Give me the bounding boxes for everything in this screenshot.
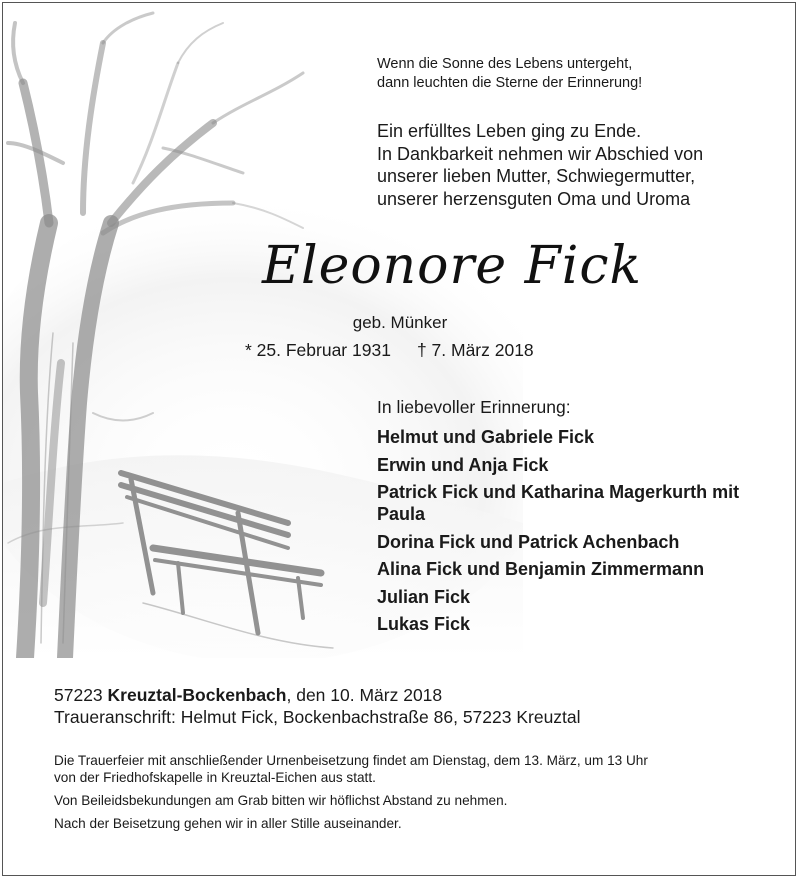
intro-text [377,120,703,210]
town: Kreuztal-Bockenbach [107,685,287,705]
service-line-2: von der Friedhofskapelle in Kreuztal-Eichen aus statt. [54,770,376,785]
deceased-name: Eleonore Fick [262,236,642,296]
intro-line-1: Ein erfülltes Leben ging zu Ende. [377,121,642,141]
mourner-name: Patrick Fick und Katharina Magerkurth mit Paula [377,482,740,524]
intro-line-2: In Dankbarkeit nehmen wir Abschied von [377,143,704,164]
mourners-list [377,426,767,641]
birth-date: * 25. Februar 1931 [245,340,391,360]
postcode: 57223 [54,685,103,705]
mourner-name: Erwin und Anja Fick [377,454,549,475]
mourner-name: Julian Fick [377,586,471,607]
mourner-name: Helmut und Gabriele Fick [377,427,595,447]
intro-line-4: unserer herzensguten Oma und Uroma [377,188,691,209]
motto-line-2: dann leuchten die Sterne der Erinnerung! [377,75,643,91]
burial-note: Nach der Beisetzung gehen wir in aller Stille auseinander. [54,816,402,831]
place-and-date [54,684,442,706]
service-line-1: Die Trauerfeier mit anschließender Urnenbeisetzung findet am Dienstag, dem 13. März, um 13 Uhr [54,753,648,768]
mourner-name: Alina Fick und Benjamin Zimmermann [377,559,705,579]
motto-line-1: Wenn die Sonne des Lebens untergeht, [377,56,633,72]
service-info [54,752,648,786]
motto [377,55,642,93]
birth-name: geb. Münker [352,313,448,332]
mourner-name: Dorina Fick und Patrick Achenbach [377,531,680,552]
mourning-address: Traueranschrift: Helmut Fick, Bockenbachstraße 86, 57223 Kreuztal [54,707,581,727]
notice-date: , den 10. März 2018 [286,685,443,705]
mourner-name: Lukas Fick [377,614,471,634]
funeral-notes [54,752,648,838]
death-date: † 7. März 2018 [416,340,534,360]
condolence-note: Von Beileidsbekundungen am Grab bitten wir höflichst Abstand zu nehmen. [54,793,508,808]
mourners-heading: In liebevoller Erinnerung: [377,397,571,417]
intro-line-3: unserer lieben Mutter, Schwiegermutter, [377,166,696,186]
life-dates [245,340,534,361]
